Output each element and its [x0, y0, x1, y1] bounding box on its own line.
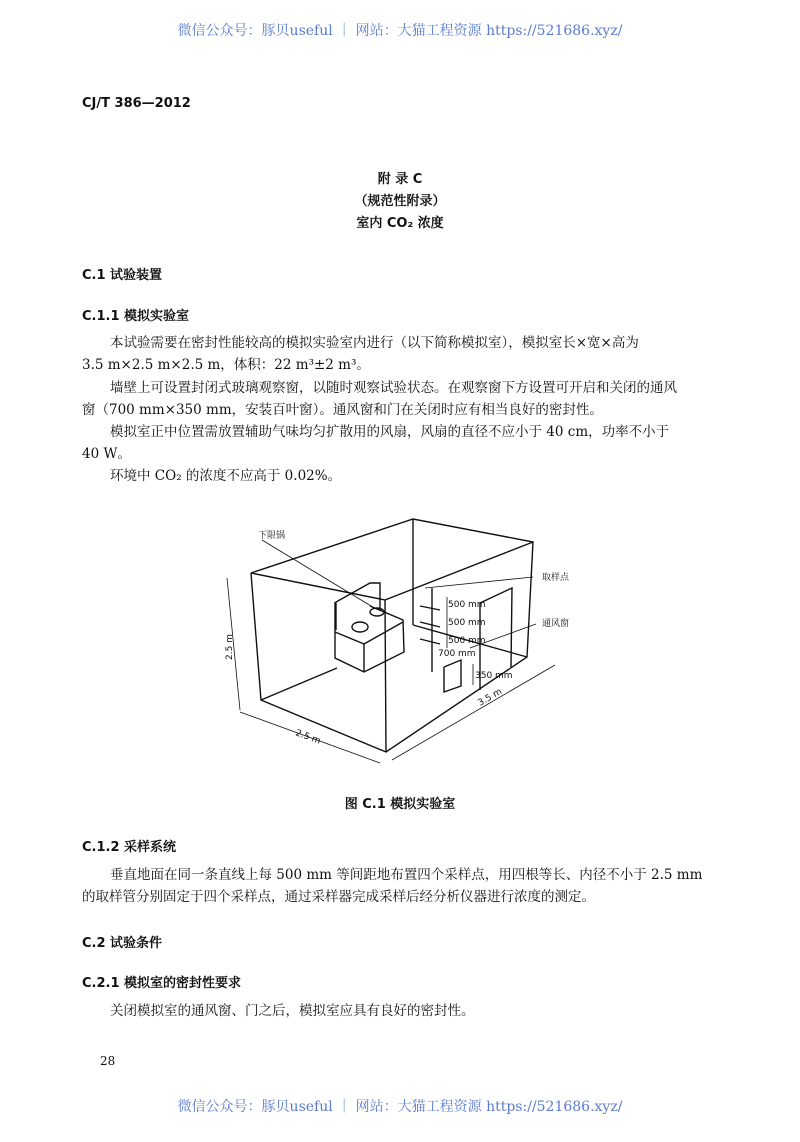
label-dim: 500 mm [448, 636, 486, 646]
label-dim: 350 mm [475, 671, 513, 681]
paragraph-line: 的取样管分别固定于四个采样点，通过采样器完成采样后经分析仪器进行浓度的测定。 [82, 889, 595, 905]
label-pot: 下限锅 [258, 531, 286, 541]
standard-code: CJ/T 386—2012 [82, 96, 191, 111]
paragraph-line: 模拟室正中位置需放置辅助气味均匀扩散用的风扇，风扇的直径不应小于 40 cm，功率不小于 [110, 424, 670, 440]
room-outline [251, 519, 533, 752]
label-dim: 700 mm [438, 649, 476, 659]
paragraph-line: 关闭模拟室的通风窗、门之后，模拟室应具有良好的密封性。 [110, 1003, 475, 1019]
appendix-subtitle: 室内 CO₂ 浓度 [356, 216, 444, 231]
paragraph-line: 本试验需要在密封性能较高的模拟实验室内进行（以下简称模拟室），模拟室长×宽×高为 [110, 335, 639, 351]
label-height: 2.5 m [225, 634, 235, 660]
label-width: 2.5 m [293, 728, 322, 747]
section-heading: C.1.1 模拟实验室 [82, 309, 190, 324]
label-dim: 500 mm [448, 618, 486, 628]
paragraph-line: 40 W。 [82, 446, 131, 462]
page-number: 28 [100, 1054, 116, 1068]
section-heading: C.2.1 模拟室的密封性要求 [82, 976, 242, 991]
watermark-bottom: 微信公众号：豚贝useful ｜ 网站：大猫工程资源 https://521686.xyz/ [177, 1099, 623, 1115]
paragraph-line: 3.5 m×2.5 m×2.5 m，体积：22 m³±2 m³。 [82, 357, 370, 373]
label-length: 3.5 m [476, 686, 504, 709]
paragraph-line: 垂直地面在同一条直线上每 500 mm 等间距地布置四个采样点，用四根等长、内径不小于 2.5 mm [110, 867, 703, 883]
section-heading: C.1 试验装置 [82, 268, 163, 283]
paragraph-line: 环境中 CO₂ 的浓度不应高于 0.02%。 [110, 468, 342, 484]
sampling-tube [420, 588, 447, 672]
appendix-title: 附 录 C [377, 172, 423, 187]
appendix-type: （规范性附录） [354, 194, 446, 209]
section-heading: C.1.2 采样系统 [82, 840, 177, 855]
watermark-top: 微信公众号：豚贝useful ｜ 网站：大猫工程资源 https://521686.xyz/ [177, 23, 623, 39]
label-sample-point: 取样点 [542, 573, 570, 583]
paragraph-line: 窗（700 mm×350 mm，安装百叶窗）。通风窗和门在关闭时应有相当良好的密封性。 [82, 402, 603, 418]
label-dim: 500 mm [448, 600, 486, 610]
label-vent: 通风窗 [542, 619, 570, 629]
section-heading: C.2 试验条件 [82, 936, 163, 951]
figure-caption: 图 C.1 模拟实验室 [344, 797, 456, 812]
paragraph-line: 墙壁上可设置封闭式玻璃观察窗，以随时观察试验状态。在观察窗下方设置可开启和关闭的通风 [110, 380, 677, 396]
